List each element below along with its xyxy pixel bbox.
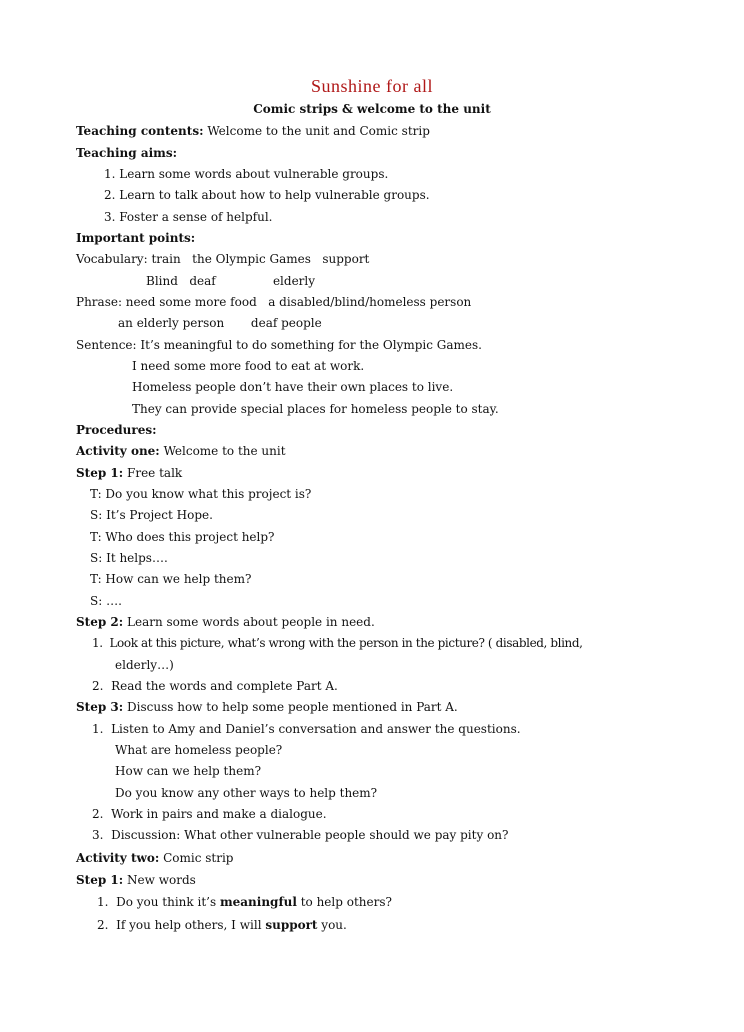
text-line: [104, 188, 430, 202]
line-text: Sentence: It’s meaningful to do something for the Olympic Games.: [76, 338, 482, 352]
section-label: Step 1:: [76, 466, 124, 480]
highlighted-word: support: [265, 918, 318, 932]
text-line: [76, 124, 430, 138]
line-text: T: Who does this project help?: [90, 530, 275, 544]
line-text: Homeless people don’t have their own places to live.: [132, 380, 454, 394]
line-text: 1. Listen to Amy and Daniel’s conversation and answer the questions.: [92, 722, 521, 736]
text-line: [76, 615, 375, 629]
section-label: Activity two:: [76, 851, 160, 865]
text-line: [115, 764, 261, 778]
line-text: 1. Look at this picture, what’s wrong with the person in the picture? ( disabled, blind,: [92, 636, 583, 650]
text-line: [104, 210, 272, 224]
document-title: Sunshine for all: [311, 76, 433, 96]
text-line: [90, 530, 274, 544]
text-line: [115, 743, 282, 757]
section-label: Activity one:: [76, 444, 160, 458]
line-text: 2. Learn to talk about how to help vulnerable groups.: [104, 188, 430, 202]
line-text: 2. Read the words and complete Part A.: [92, 679, 338, 693]
text-line: [104, 167, 388, 181]
line-text: Vocabulary: train the Olympic Games support: [76, 252, 370, 266]
text-line: [115, 658, 174, 672]
text-line: [76, 700, 458, 714]
text-line: [146, 274, 315, 288]
text-line: [76, 295, 471, 309]
section-label: Step 1:: [76, 873, 124, 887]
text-line: [90, 487, 311, 501]
line-text: I need some more food to eat at work.: [132, 359, 365, 373]
new-word-example: [97, 918, 347, 932]
example-text: 1. Do you think it’s: [97, 895, 220, 909]
section-label: Important points:: [76, 231, 196, 245]
section-label: Teaching aims:: [76, 146, 178, 160]
line-text: S: It’s Project Hope.: [90, 508, 213, 522]
text-line: [118, 316, 322, 330]
text-line: [92, 679, 338, 693]
line-text: How can we help them?: [115, 764, 262, 778]
line-text: 3. Foster a sense of helpful.: [104, 210, 273, 224]
example-text: to help others?: [296, 895, 392, 909]
line-text: Blind deaf elderly: [146, 274, 316, 288]
example-text: you.: [317, 918, 347, 932]
text-line: [76, 851, 233, 865]
text-line: [76, 252, 369, 266]
text-line: [92, 828, 508, 842]
line-text: S: ….: [90, 594, 122, 608]
text-line: [132, 359, 364, 373]
line-text: What are homeless people?: [115, 743, 283, 757]
text-line: [92, 807, 327, 821]
line-text: elderly…): [115, 658, 174, 672]
example-text: 2. If you help others, I will: [97, 918, 266, 932]
line-text: Discuss how to help some people mentioned in Part A.: [123, 700, 458, 714]
line-text: 2. Work in pairs and make a dialogue.: [92, 807, 327, 821]
section-label: Step 2:: [76, 615, 124, 629]
new-word-example: [97, 895, 392, 909]
line-text: New words: [123, 873, 196, 887]
line-text: 1. Learn some words about vulnerable groups.: [104, 167, 389, 181]
text-line: [92, 636, 583, 650]
text-line: [76, 423, 157, 437]
text-line: [76, 338, 482, 352]
text-line: [90, 508, 213, 522]
line-text: Phrase: need some more food a disabled/blind/homeless person: [76, 295, 472, 309]
text-line: [92, 722, 521, 736]
text-line: [132, 380, 453, 394]
text-line: [90, 594, 122, 608]
document-subtitle: Comic strips & welcome to the unit: [253, 102, 491, 116]
text-line: [132, 402, 499, 416]
text-line: [90, 551, 168, 565]
line-text: Learn some words about people in need.: [123, 615, 375, 629]
line-text: 3. Discussion: What other vulnerable people should we pay pity on?: [92, 828, 509, 842]
line-text: Free talk: [123, 466, 183, 480]
line-text: T: How can we help them?: [90, 572, 252, 586]
line-text: Welcome to the unit and Comic strip: [203, 124, 430, 138]
line-text: Do you know any other ways to help them?: [115, 786, 378, 800]
line-text: an elderly person deaf people: [118, 316, 322, 330]
line-text: Comic strip: [159, 851, 234, 865]
text-line: [76, 873, 196, 887]
text-line: [90, 572, 251, 586]
text-line: [115, 786, 377, 800]
line-text: Welcome to the unit: [159, 444, 286, 458]
section-label: Teaching contents:: [76, 124, 204, 138]
line-text: S: It helps….: [90, 551, 168, 565]
text-line: [76, 466, 182, 480]
line-text: T: Do you know what this project is?: [90, 487, 312, 501]
text-line: [76, 444, 286, 458]
section-label: Procedures:: [76, 423, 157, 437]
line-text: They can provide special places for homeless people to stay.: [132, 402, 499, 416]
text-line: [76, 146, 177, 160]
text-line: [76, 231, 195, 245]
section-label: Step 3:: [76, 700, 124, 714]
highlighted-word: meaningful: [219, 895, 297, 909]
